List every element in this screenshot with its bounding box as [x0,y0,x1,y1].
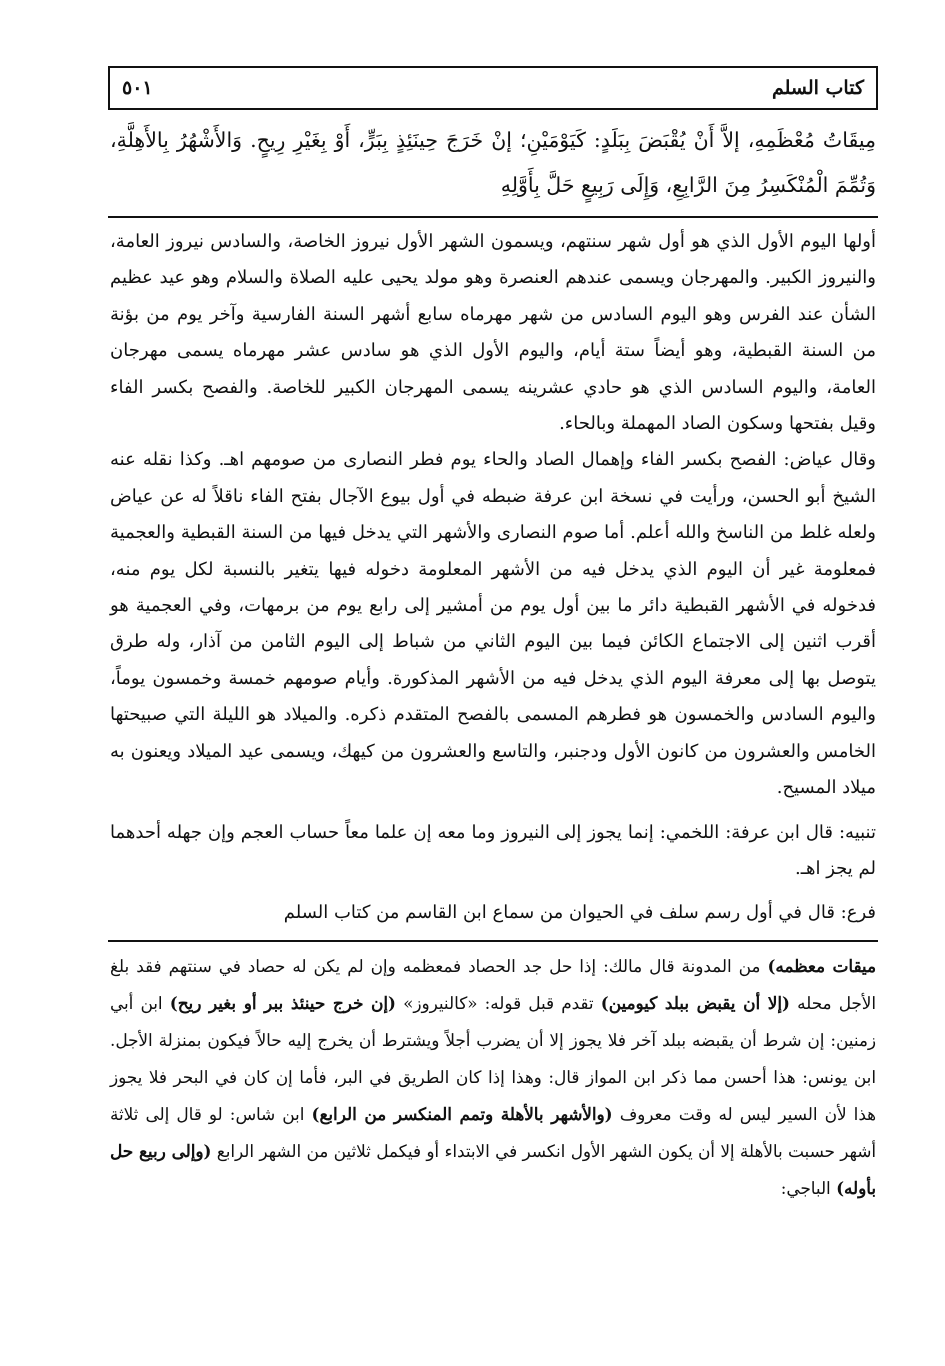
footnote-text-4: ابن شاس: لو قال إلى ثلاثة أشهر حسبت بالأهلة إلا أن يكون الشهر الأول انكسر في الابتداء أو فيكمل ثلاثين من الشهر الرابع [110,1103,877,1161]
footnote-paragraph [108,948,878,1207]
footnote-block [108,948,878,1207]
matn-divider [108,216,878,218]
commentary-paragraph-far: فرع: قال في أول رسم سلف في الحيوان من سماع ابن القاسم من كتاب السلم [283,902,876,924]
footnote-divider [108,940,878,942]
matn-text: مِيقَاتُ مُعْظَمِهِ، إلاَّ أَنْ يُقْبَضَ بِبَلَدٍ: كَيَوْمَيْنِ؛ إنْ خَرَجَ حِينَئِذٍ بِبَرٍّ، أَوْ بِغَيْرِ رِيحٍ. وَالأَشْهُرُ بِالأَهِلَّةِ، وَتُمِّمَ الْمُنْكَسِرُ مِنَ الرَّابِعِ، وَإِلَى رَبِيعٍ حَلَّ بِأَوَّلِهِ [110,128,876,197]
footnote-lemma-3: (إن خرج حينئذ ببر أو بغير ريح) [169,992,396,1013]
commentary-paragraph-1: أولها اليوم الأول الذي هو أول شهر سنتهم، ويسمون الشهر الأول نيروز الخاصة، والسادس نيروز العامة، والنيروز الكبير. والمهرجان ويسمى عندهم العنصرة وهو مولد يحيى عليه الصلاة والسلام وهو عيد عظيم الشأن عند الفرس وهو اليوم السادس من شهر مهرماه سابع أشهر السنة الفارسية وآخر يوم من بؤنة من السنة القبطية، وهو أيضاً ستة أيام، واليوم الأول الذي هو سادس عشر مهرماه يسمى مهرجان العامة، واليوم السادس الذي هو حادي عشرينه يسمى المهرجان الكبير للخاصة. والفصح بكسر الفاء وقيل بفتحها وسكون الصاد المهملة وبالحاء. [110,231,876,435]
footnote-text-5: الباجي: [780,1177,837,1198]
footnote-text-1: من المدونة قال مالك: إذا حل جد الحصاد فمعظمه وإن لم يكن له حصاد في سنتهم فقد بلغ الأجل محله [110,955,877,1013]
footnote-text-3: ابن أبي زمنين: إن شرط أن يقبضه ببلد آخر فلا يجوز إلا أن يضرب أجلاً ويشترط أن يخرج إليه حالاً فيكون بمنزلة الأجل. ابن يونس: هذا أحسن مما ذكر ابن المواز قال: وهذا إذا كان الطريق في البر، فأما إن كان في البحر فلا يجوز هذا لأن السير ليس له وقت معروف [110,992,876,1124]
page-number: ٥٠١ [122,77,153,99]
footnote-lemma-2: (إلا أن يقبض ببلد كيومين) [600,992,790,1013]
commentary-paragraph-tanbih: تنبيه: قال ابن عرفة: اللخمي: إنما يجوز إلى النيروز وما معه إن علما معاً حساب العجم وإن جهله أحدهما لم يجز اهـ. [110,821,876,879]
running-header [108,66,878,110]
book-page [108,66,878,1356]
footnote-lemma-1: ميقات معظمه) [767,955,876,976]
footnote-lemma-5: (وإلى ربيع حل بأوله) [110,1140,876,1198]
commentary-paragraph-2: وقال عياض: الفصح بكسر الفاء وإهمال الصاد والحاء يوم فطر النصارى من صومهم اهـ. وكذا نقله عنه الشيخ أبو الحسن، ورأيت في نسخة ابن عرفة ضبطه في أول بيوع الآجال بفتح الفاء ناقلاً له عن عياض ولعله غلط من الناسخ والله أعلم. أما صوم النصارى والأشهر التي يدخل فيها من السنة القبطية والعجمية فمعلومة غير أن اليوم الذي يدخل فيه من الأشهر المعلومة دخوله فيها يتغير بالنسبة لكل يوم منه، فدخوله في الأشهر القبطية دائر ما بين أول يوم من أمشير إلى رابع يوم من برمهات، وفي العجمية هو أقرب اثنين إلى الاجتماع الكائن فيما بين اليوم الثاني من شباط إلى اليوم الثامن من آذار، وله طرق يتوصل بها إلى معرفة اليوم الذي يدخل فيه من الأشهر المذكورة. وأيام صومهم خمسة وخمسون يوماً، واليوم السادس والخمسون هو فطرهم المسمى بالفصح المتقدم ذكره. والميلاد هو الليلة التي صبيحتها الخامس والعشرون من كانون الأول ودجنبر، والتاسع والعشرون من كيهك، ويسمى عيد الميلاد ويعنون به ميلاد المسيح. [110,449,876,799]
commentary-block [108,224,878,932]
header-title: كتاب السلم [771,77,864,99]
footnote-text-2: تقدم قبل قوله: «كالنيروز» [395,992,601,1013]
footnote-lemma-4: (والأشهر بالأهلة وتمم المنكسر من الرابع) [311,1103,613,1124]
